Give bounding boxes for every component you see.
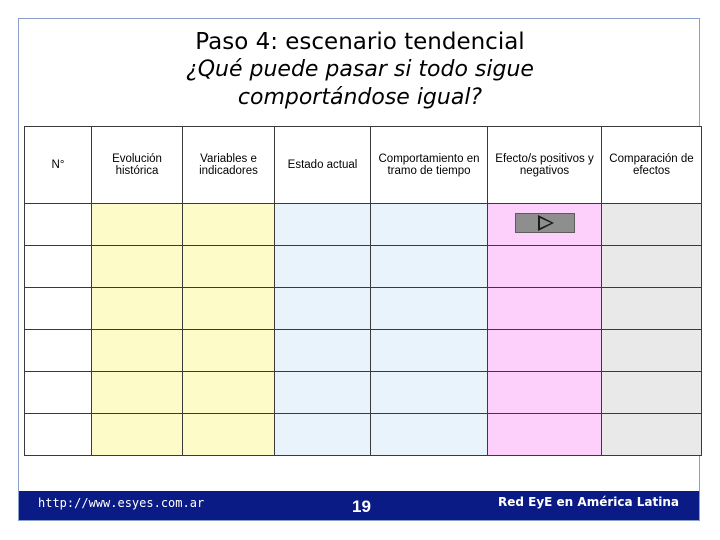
table-row [25, 288, 702, 330]
footer-url[interactable]: http://www.esyes.com.ar [38, 496, 205, 510]
cell-estado[interactable] [275, 414, 371, 456]
cell-comparacion[interactable] [602, 288, 702, 330]
cell-estado[interactable] [275, 372, 371, 414]
cell-comportamiento[interactable] [371, 204, 488, 246]
cell-variables[interactable] [183, 288, 275, 330]
cell-evolucion[interactable] [92, 288, 183, 330]
cell-estado[interactable] [275, 204, 371, 246]
cell-comportamiento[interactable] [371, 246, 488, 288]
table-header-row [25, 127, 702, 204]
title-question-line2: comportándose igual? [237, 85, 483, 110]
scenario-table [24, 126, 702, 456]
header-estado: Estado actual [275, 127, 371, 204]
cell-comportamiento[interactable] [371, 288, 488, 330]
cell-efectos[interactable] [488, 330, 602, 372]
cell-evolucion[interactable] [92, 372, 183, 414]
cell-efectos[interactable] [488, 288, 602, 330]
header-efectos: Efecto/s positivos y negativos [488, 127, 602, 204]
header-numero: N° [25, 127, 92, 204]
cell-comparacion[interactable] [602, 204, 702, 246]
cell-efectos[interactable] [488, 372, 602, 414]
cell-numero[interactable] [25, 330, 92, 372]
footer-organization: Red EyE en América Latina [498, 495, 679, 509]
cell-efectos[interactable] [488, 204, 602, 246]
cell-comparacion[interactable] [602, 414, 702, 456]
cell-variables[interactable] [183, 246, 275, 288]
header-variables: Variables e indicadores [183, 127, 275, 204]
cell-estado[interactable] [275, 330, 371, 372]
cell-comportamiento[interactable] [371, 330, 488, 372]
cell-comportamiento[interactable] [371, 414, 488, 456]
cell-evolucion[interactable] [92, 246, 183, 288]
cell-estado[interactable] [275, 288, 371, 330]
table-row [25, 414, 702, 456]
cell-variables[interactable] [183, 414, 275, 456]
header-evolucion: Evolución histórica [92, 127, 183, 204]
cell-numero[interactable] [25, 414, 92, 456]
cell-estado[interactable] [275, 246, 371, 288]
page-number: 19 [352, 497, 371, 516]
cell-comparacion[interactable] [602, 330, 702, 372]
header-comportamiento: Comportamiento en tramo de tiempo [371, 127, 488, 204]
cell-numero[interactable] [25, 246, 92, 288]
cell-variables[interactable] [183, 330, 275, 372]
title-main: Paso 4: escenario tendencial [195, 29, 525, 55]
cell-comportamiento[interactable] [371, 372, 488, 414]
table-row [25, 246, 702, 288]
slide-title [0, 28, 720, 112]
cell-numero[interactable] [25, 288, 92, 330]
table-row [25, 204, 702, 246]
cell-evolucion[interactable] [92, 204, 183, 246]
cell-evolucion[interactable] [92, 414, 183, 456]
cell-efectos[interactable] [488, 414, 602, 456]
cell-numero[interactable] [25, 204, 92, 246]
title-question-line1: ¿Qué puede pasar si todo sigue [186, 57, 534, 82]
cell-variables[interactable] [183, 204, 275, 246]
table-row [25, 330, 702, 372]
cell-evolucion[interactable] [92, 330, 183, 372]
table-row [25, 372, 702, 414]
header-comparacion: Comparación de efectos [602, 127, 702, 204]
cell-numero[interactable] [25, 372, 92, 414]
play-button[interactable] [515, 213, 575, 233]
cell-comparacion[interactable] [602, 246, 702, 288]
cell-efectos[interactable] [488, 246, 602, 288]
cell-comparacion[interactable] [602, 372, 702, 414]
cell-variables[interactable] [183, 372, 275, 414]
